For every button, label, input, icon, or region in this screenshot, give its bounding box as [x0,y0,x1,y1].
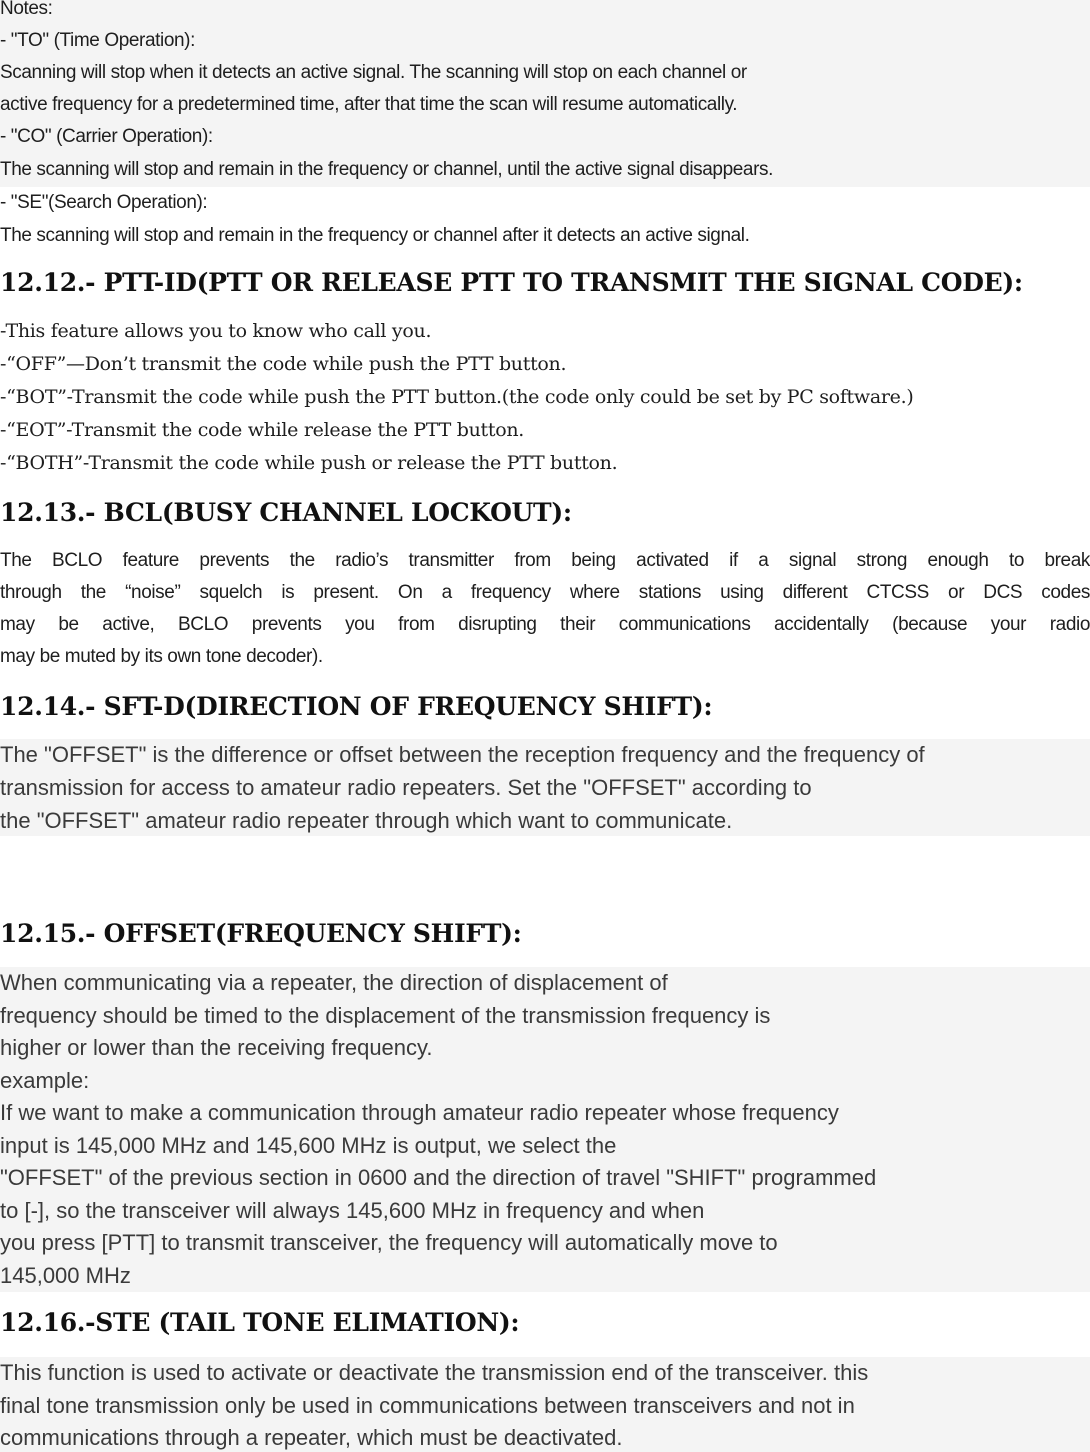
offset-line-7: "OFFSET" of the previous section in 0600 and the direction of travel "SHIFT" programmed [0,1165,877,1190]
offset-line-5: If we want to make a communication through amateur radio repeater whose frequency [0,1100,839,1125]
offset-line-10: 145,000 MHz [0,1263,131,1288]
offset-line-8: to [-], so the transceiver will always 145,600 MHz in frequency and when [0,1198,705,1223]
pttid-line-5: -“BOTH”-Transmit the code while push or release the PTT button. [0,452,618,474]
heading-12-12: 12.12.- PTT-ID(PTT OR RELEASE PTT TO TRANSMIT THE SIGNAL CODE): [0,268,1023,297]
heading-12-16: 12.16.-STE (TAIL TONE ELIMATION): [0,1308,520,1337]
sftd-line-3: the "OFFSET" amateur radio repeater through which want to communicate. [0,808,733,833]
note-to-title: - "TO" (Time Operation): [0,30,195,51]
note-to-text-1: Scanning will stop when it detects an active signal. The scanning will stop on each channel or [0,62,747,83]
sftd-line-2: transmission for access to amateur radio repeaters. Set the "OFFSET" according to [0,775,812,800]
note-se-title: - "SE"(Search Operation): [0,192,208,213]
offset-line-9: you press [PTT] to transmit transceiver, the frequency will automatically move to [0,1230,778,1255]
pttid-line-4: -“EOT”-Transmit the code while release the PTT button. [0,419,525,441]
note-se-text: The scanning will stop and remain in the frequency or channel after it detects an active signal. [0,225,750,246]
note-to-text-2: active frequency for a predetermined time, after that time the scan will resume automatically. [0,94,738,115]
offset-line-1: When communicating via a repeater, the direction of displacement of [0,970,668,995]
pttid-line-3: -“BOT”-Transmit the code while push the PTT button.(the code only could be set by PC software.) [0,386,914,408]
offset-line-3: higher or lower than the receiving frequency. [0,1035,433,1060]
bcl-line-2: through the “noise” squelch is present. On a frequency where stations using different CTCSS or DCS codes [0,582,1090,603]
ste-line-1: This function is used to activate or deactivate the transmission end of the transceiver. this [0,1360,869,1385]
heading-12-14: 12.14.- SFT-D(DIRECTION OF FREQUENCY SHIFT): [0,692,713,721]
offset-line-2: frequency should be timed to the displacement of the transmission frequency is [0,1003,771,1028]
offset-line-4: example: [0,1068,90,1093]
pttid-line-1: -This feature allows you to know who call you. [0,320,432,342]
bcl-line-3: may be active, BCLO prevents you from disrupting their communications accidentally (because your radio [0,614,1090,635]
notes-label: Notes: [0,0,53,19]
heading-12-15: 12.15.- OFFSET(FREQUENCY SHIFT): [0,919,522,948]
note-co-text: The scanning will stop and remain in the frequency or channel, until the active signal disappears. [0,159,773,180]
offset-line-6: input is 145,000 MHz and 145,600 MHz is output, we select the [0,1133,617,1158]
sftd-line-1: The "OFFSET" is the difference or offset between the reception frequency and the frequency of [0,742,925,767]
ste-line-2: final tone transmission only be used in communications between transceivers and not in [0,1393,855,1418]
note-co-title: - "CO" (Carrier Operation): [0,126,213,147]
ste-line-3: communications through a repeater, which must be deactivated. [0,1425,623,1450]
heading-12-13: 12.13.- BCL(BUSY CHANNEL LOCKOUT): [0,498,572,527]
pttid-line-2: -“OFF”—Don’t transmit the code while push the PTT button. [0,353,567,375]
bcl-line-1: The BCLO feature prevents the radio’s transmitter from being activated if a signal strong enough to break [0,550,1090,571]
bcl-line-4: may be muted by its own tone decoder). [0,646,323,667]
